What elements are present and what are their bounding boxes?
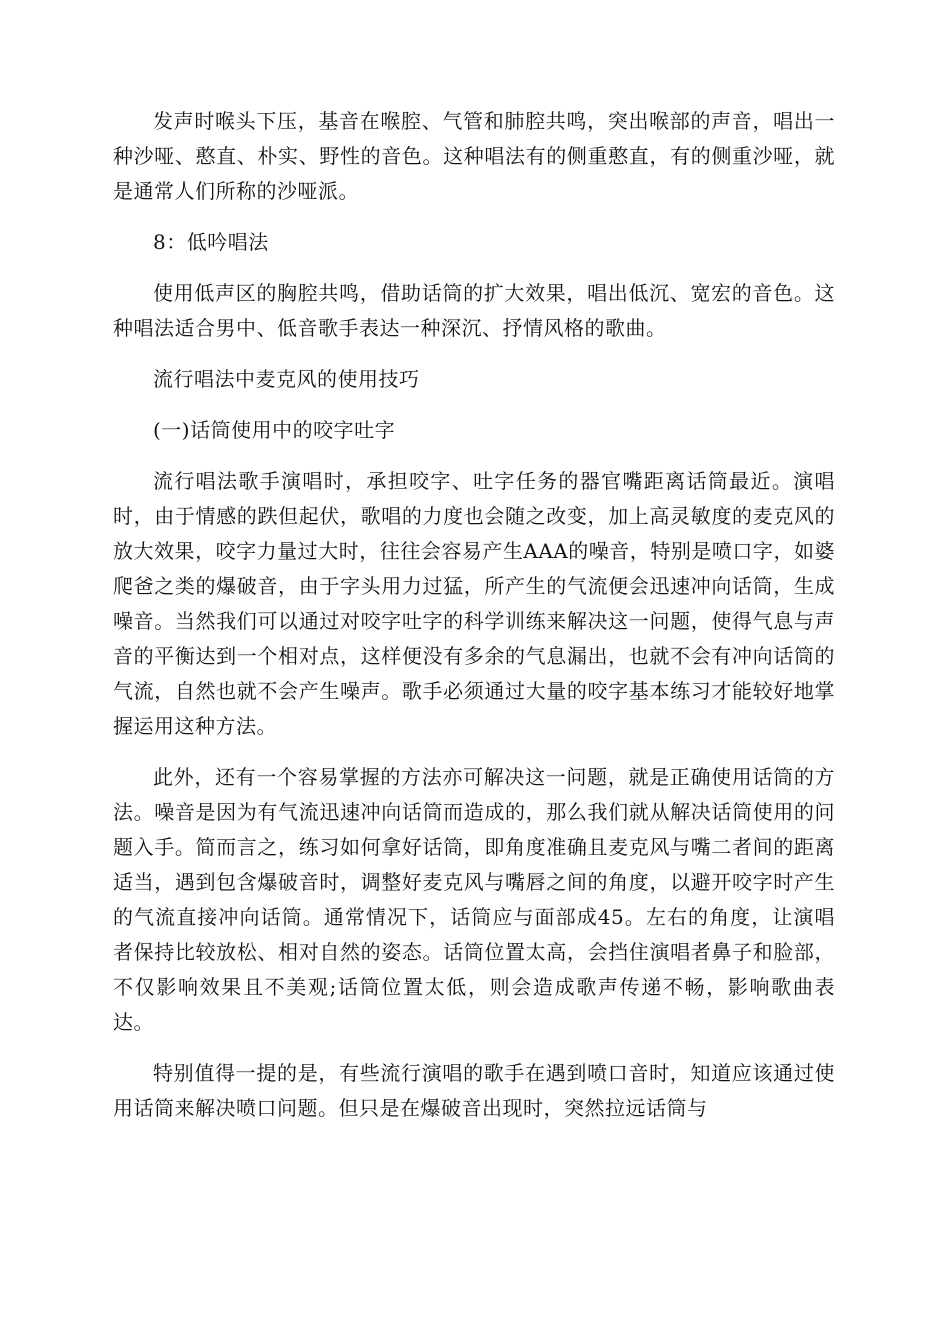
paragraph-mic-handling: 此外，还有一个容易掌握的方法亦可解决这一问题，就是正确使用话筒的方法。噪音是因为有气流迅速冲向话筒而造成的，那么我们就从解决话筒使用的问题入手。简而言之，练习如何拿好话筒，即角度准确且麦克风与嘴二者间的距离适当，遇到包含爆破音时，调整好麦克风与嘴唇之间的角度，以避开咬字时产生的气流直接冲向话筒。通常情况下，话筒应与面部成45。左右的角度，让演唱者保持比较放松、相对自然的姿态。话筒位置太高，会挡住演唱者鼻子和脸部，不仅影响效果且不美观;话筒位置太低，则会造成歌声传递不畅，影响歌曲表达。 bbox=[113, 765, 835, 1034]
document-page bbox=[113, 104, 835, 1142]
heading-microphone-techniques: 流行唱法中麦克风的使用技巧 bbox=[153, 367, 420, 391]
heading-articulation-with-mic: (一)话筒使用中的咬字吐字 bbox=[153, 418, 396, 442]
paragraph-hoarse-singing: 发声时喉头下压，基音在喉腔、气管和肺腔共鸣，突出喉部的声音，唱出一种沙哑、憨直、朴实、野性的音色。这种唱法有的侧重憨直，有的侧重沙哑，就是通常人们所称的沙哑派。 bbox=[113, 109, 835, 203]
heading-low-croon-singing: 8：低吟唱法 bbox=[153, 230, 269, 254]
paragraph-plosive-note: 特别值得一提的是，有些流行演唱的歌手在遇到喷口音时，知道应该通过使用话筒来解决喷口问题。但只是在爆破音出现时，突然拉远话筒与 bbox=[113, 1061, 835, 1120]
paragraph-articulation: 流行唱法歌手演唱时，承担咬字、吐字任务的器官嘴距离话筒最近。演唱时，由于情感的跌但起伏，歌唱的力度也会随之改变，加上高灵敏度的麦克风的放大效果，咬字力量过大时，往往会容易产生AAA的噪音，特别是喷口字，如婆爬爸之类的爆破音，由于字头用力过猛，所产生的气流便会迅速冲向话筒，生成噪音。当然我们可以通过对咬字吐字的科学训练来解决这一问题，使得气息与声音的平衡达到一个相对点，这样便没有多余的气息漏出，也就不会有冲向话筒的气流，自然也就不会产生噪声。歌手必须通过大量的咬字基本练习才能较好地掌握运用这种方法。 bbox=[113, 469, 835, 738]
paragraph-low-croon-description: 使用低声区的胸腔共鸣，借助话筒的扩大效果，唱出低沉、宽宏的音色。这种唱法适合男中、低音歌手表达一种深沉、抒情风格的歌曲。 bbox=[113, 281, 835, 340]
